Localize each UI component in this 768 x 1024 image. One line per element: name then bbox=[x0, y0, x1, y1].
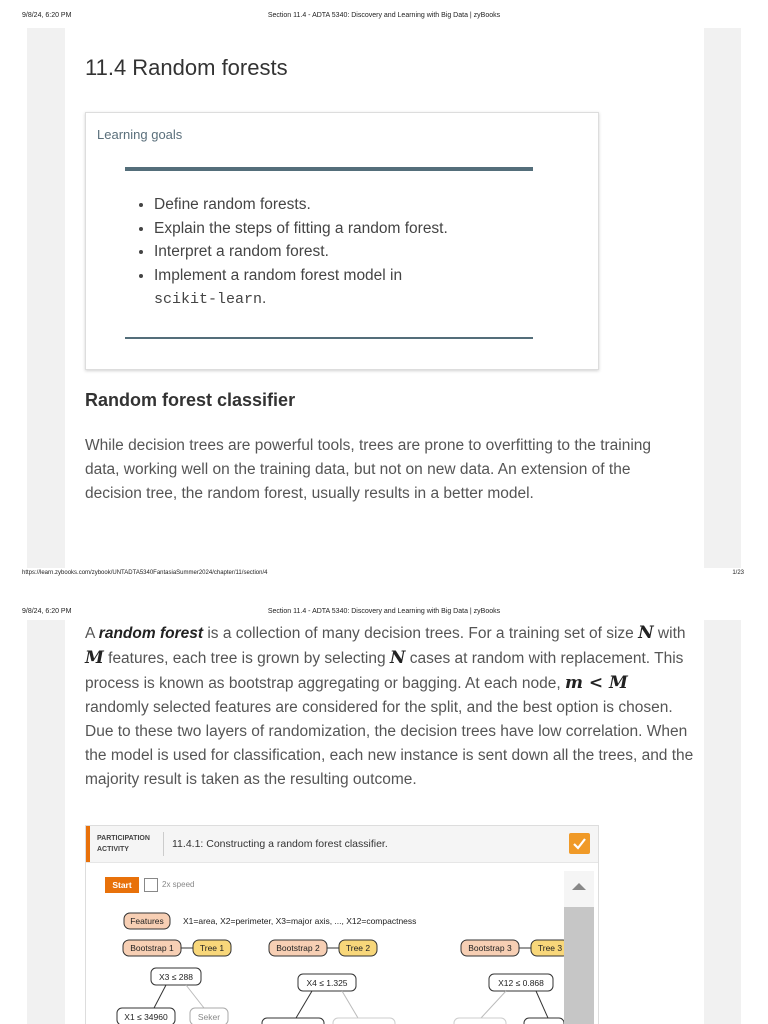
text-run: cases at random with replacement. This process is known as bootstrap aggregating or bagging. At each node, bbox=[85, 650, 684, 692]
learning-goals-list bbox=[136, 193, 448, 312]
tree-node bbox=[524, 1018, 564, 1024]
completed-check-icon bbox=[569, 833, 590, 854]
leaf-node bbox=[454, 1018, 506, 1024]
text-run: is a collection of many decision trees. For a training set of size bbox=[203, 625, 639, 642]
start-button[interactable]: Start bbox=[105, 877, 139, 893]
right-gutter bbox=[704, 28, 741, 568]
tree-label: Tree 1 bbox=[199, 943, 225, 953]
goal-item-text: Implement a random forest model in bbox=[154, 266, 403, 284]
print-title: Section 11.4 - ADTA 5340: Discovery and Learning with Big Data | zyBooks bbox=[267, 608, 501, 615]
print-title: Section 11.4 - ADTA 5340: Discovery and Learning with Big Data | zyBooks bbox=[267, 12, 501, 19]
print-url: https://learn.zybooks.com/zybook/UNTADTA5340FantasiaSummer2024/chapter/11/section/4 bbox=[22, 570, 268, 576]
page-one bbox=[0, 28, 768, 568]
scroll-thumb[interactable] bbox=[564, 907, 594, 1024]
tree-label: Tree 2 bbox=[345, 943, 371, 953]
activity-accent-bar bbox=[86, 826, 90, 862]
tree-label: Tree 3 bbox=[537, 943, 563, 953]
tree-node bbox=[262, 1018, 324, 1024]
speed-label: 2x speed bbox=[162, 880, 195, 889]
bootstrap-label: Bootstrap 2 bbox=[276, 943, 320, 953]
random-forest-paragraph bbox=[85, 621, 695, 792]
print-header bbox=[0, 0, 768, 19]
math-m-less-than-m: m < M bbox=[564, 673, 628, 693]
tree-node-label: X1 ≤ 34960 bbox=[124, 1012, 168, 1022]
bootstrap-label: Bootstrap 3 bbox=[468, 943, 512, 953]
left-gutter bbox=[27, 28, 65, 568]
random-forest-animation bbox=[86, 862, 564, 1024]
tree-edge bbox=[154, 985, 166, 1008]
math-n: N bbox=[389, 648, 406, 668]
goal-code: scikit-learn bbox=[154, 291, 263, 308]
tree-node-label: X12 ≤ 0.868 bbox=[498, 978, 544, 988]
tree-node-label: X4 ≤ 1.325 bbox=[306, 978, 348, 988]
tree-edge bbox=[481, 991, 506, 1018]
text-run: randomly selected features are considered for the split, and the best option is chosen. Due to these two layers of randomization, the decision trees have low correlation. When the model is used for classification, each new instance is sent down all the trees, and the majority result is taken as the resulting outcome. bbox=[85, 699, 694, 788]
term-random-forest: random forest bbox=[98, 625, 204, 642]
text-run: features, each tree is grown by selecting bbox=[103, 650, 390, 667]
leaf-node-label: Seker bbox=[197, 1012, 221, 1022]
learning-goals-divider bbox=[125, 167, 533, 171]
animation-scrollbar[interactable] bbox=[564, 871, 594, 1024]
tree-edge bbox=[296, 991, 312, 1018]
right-gutter bbox=[704, 620, 741, 1024]
scroll-up-arrow-icon[interactable] bbox=[564, 871, 594, 901]
math-m: M bbox=[85, 648, 104, 668]
goal-item: • Interpret a random forest. bbox=[154, 240, 448, 264]
features-label: Features bbox=[130, 916, 164, 926]
math-n: N bbox=[638, 623, 654, 643]
print-date: 9/8/24, 6:20 PM bbox=[22, 608, 72, 615]
left-gutter bbox=[27, 620, 65, 1024]
goal-item: • Explain the steps of fitting a random forest. bbox=[154, 217, 448, 241]
activity-tag: PARTICIPATION ACTIVITY bbox=[97, 835, 150, 853]
print-header bbox=[0, 596, 768, 615]
tree-edge bbox=[342, 991, 358, 1018]
learning-goals-bottom-divider bbox=[125, 337, 533, 339]
activity-title: 11.4.1: Constructing a random forest classifier. bbox=[172, 838, 388, 850]
participation-activity bbox=[85, 825, 599, 1024]
learning-goals-title: Learning goals bbox=[97, 127, 183, 142]
goal-item: • Define random forests. bbox=[154, 193, 448, 217]
text-run: with bbox=[653, 625, 686, 642]
page-number: 1/23 bbox=[732, 570, 744, 576]
text-run: A bbox=[85, 625, 99, 642]
print-date: 9/8/24, 6:20 PM bbox=[22, 12, 72, 19]
goal-item-end: . bbox=[262, 290, 267, 307]
activity-header bbox=[86, 826, 598, 863]
features-text: X1=area, X2=perimeter, X3=major axis, ..., X12=compactness bbox=[183, 916, 417, 926]
goal-item bbox=[154, 264, 448, 312]
section-title: 11.4 Random forests bbox=[85, 55, 288, 80]
subsection-heading: Random forest classifier bbox=[85, 390, 296, 410]
activity-divider bbox=[163, 832, 164, 856]
bootstrap-label: Bootstrap 1 bbox=[130, 943, 174, 953]
intro-paragraph: While decision trees are powerful tools, trees are prone to overfitting to the training data, working well on the training data, but not on new data. An extension of the decision tree, the random forest, usually results in a better model. bbox=[85, 437, 652, 502]
page-two bbox=[0, 620, 768, 1024]
tree-edge bbox=[186, 985, 204, 1008]
tree-node-label: X3 ≤ 288 bbox=[159, 972, 193, 982]
learning-goals-card bbox=[85, 112, 599, 370]
leaf-node bbox=[333, 1018, 395, 1024]
tree-edge bbox=[536, 991, 548, 1018]
